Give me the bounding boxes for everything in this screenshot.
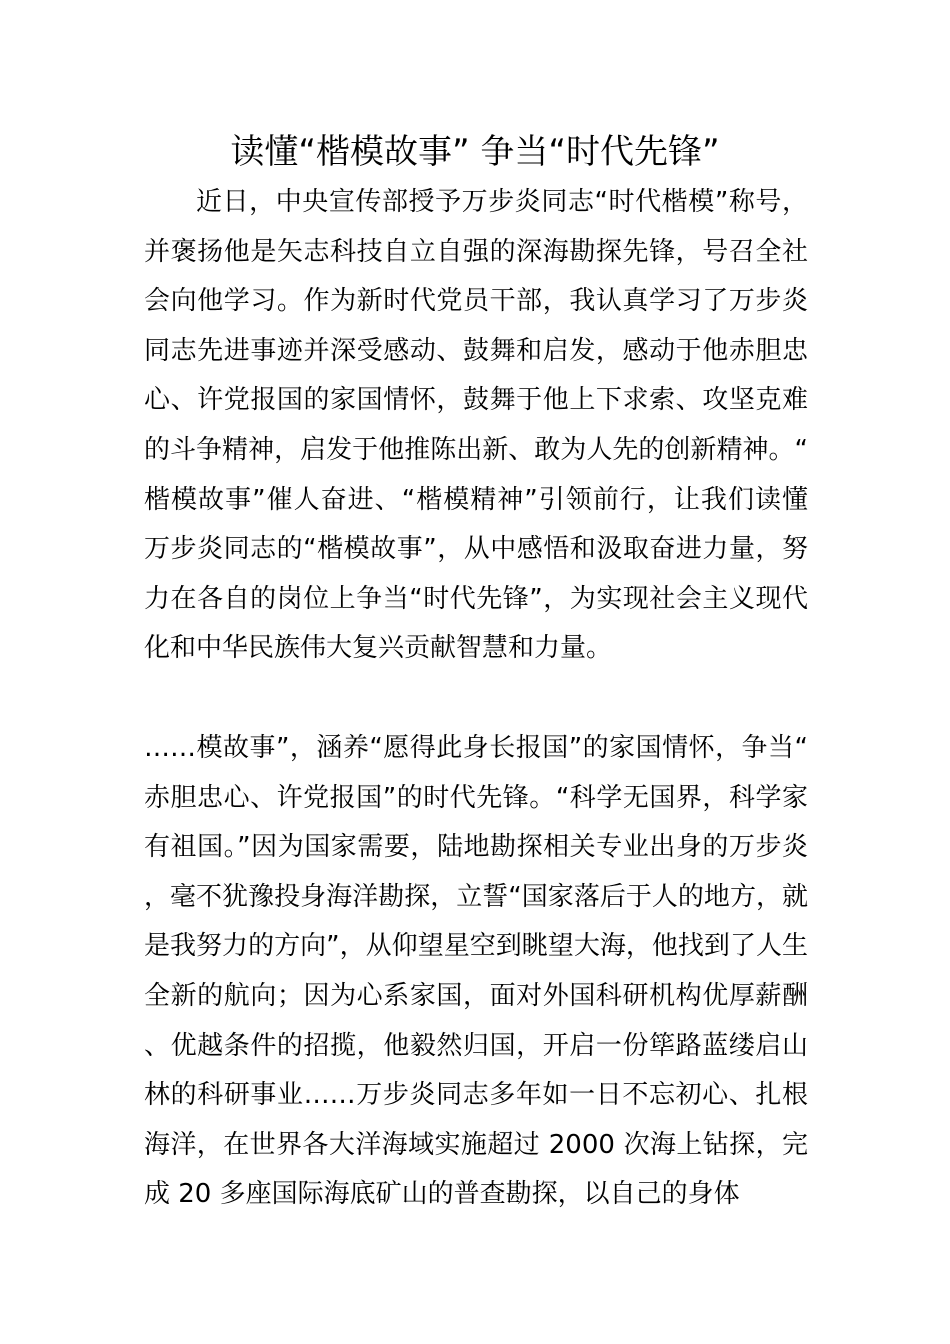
document-title: 读懂“楷模故事” 争当“时代先锋” — [230, 132, 720, 172]
paragraph-intro: 近日，中央宣传部授予万步炎同志“时代楷模”称号，并褒扬他是矢志科技自立自强的深海勘探先锋，号召全社会向他学习。作为新时代党员干部，我认真学习了万步炎同志先进事迹并深受感动、鼓舞和启发，感动于他赤胆忠心、许党报国的家国情怀，鼓舞于他上下求索、攻坚克难的斗争精神，启发于他推陈出新、敢为人先的创新精神。“楷模故事”催人奋进、“楷模精神”引领前行，让我们读懂万步炎同志的“楷模故事”，从中感悟和汲取奋进力量，努力在各自的岗位上争当“时代先锋”，为实现社会主义现代化和中华民族伟大复兴贡献智慧和力量。 — [144, 187, 808, 664]
paragraph-body: ……模故事”，涵养“愿得此身长报国”的家国情怀，争当“赤胆忠心、许党报国”的时代先锋。“科学无国界，科学家有祖国。”因为国家需要，陆地勘探相关专业出身的万步炎，毫不犹豫投身海洋勘探，立誓“国家落后于人的地方，就是我努力的方向”，从仰望星空到眺望大海，他找到了人生全新的航向；因为心系家国，面对外国科研机构优厚薪酬、优越条件的招揽，他毅然归国，开启一份筚路蓝缕启山林的科研事业……万步炎同志多年如一日不忘初心、扎根海洋，在世界各大洋海域实施超过 2000 次海上钻探，完成 20 多座国际海底矿山的普查勘探，以自己的身体 — [144, 733, 808, 1210]
